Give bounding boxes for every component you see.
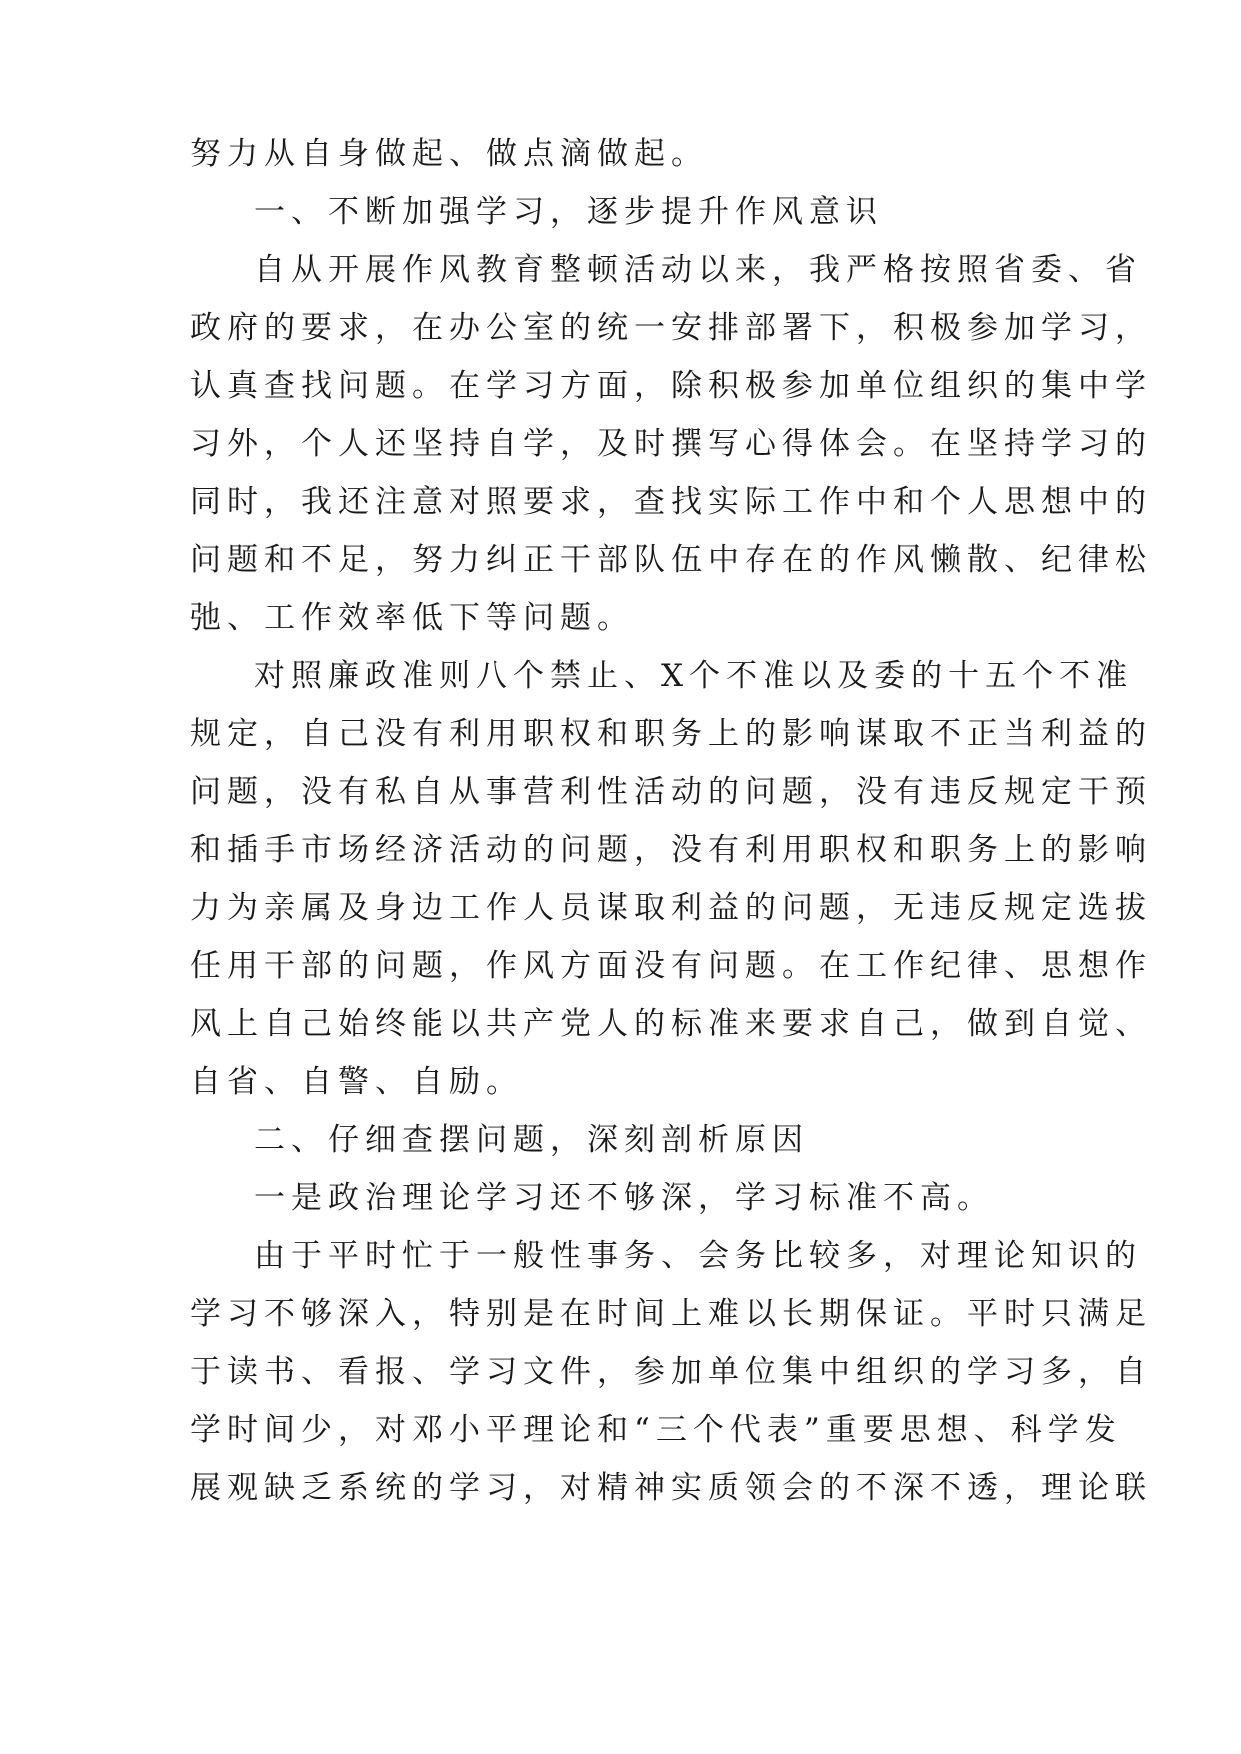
text-line: 问题和不足，努力纠正干部队伍中存在的作风懒散、纪律松 — [190, 542, 1152, 578]
text-line: 规定，自己没有利用职权和职务上的影响谋取不正当利益的 — [190, 716, 1152, 752]
text-line: 同时，我还注意对照要求，查找实际工作中和个人思想中的 — [190, 484, 1152, 520]
text-line: 学时间少，对邓小平理论和“三个代表”重要思想、科学发 — [190, 1412, 1122, 1448]
section-heading: 一、不断加强学习，逐步提升作风意识 — [254, 194, 883, 230]
text-line: 政府的要求，在办公室的统一安排部署下，积极参加学习， — [190, 310, 1152, 346]
text-line: 任用干部的问题，作风方面没有问题。在工作纪律、思想作 — [190, 948, 1152, 984]
text-line: 问题，没有私自从事营利性活动的问题，没有违反规定干预 — [190, 774, 1152, 810]
text-line: 学习不够深入，特别是在时间上难以长期保证。平时只满足 — [190, 1296, 1152, 1332]
text-line: 风上自己始终能以共产党人的标准来要求自己，做到自觉、 — [190, 1006, 1152, 1042]
text-line: 努力从自身做起、做点滴做起。 — [190, 136, 708, 172]
text-line: 自从开展作风教育整顿活动以来，我严格按照省委、省 — [254, 252, 1142, 288]
section-heading: 二、仔细查摆问题，深刻剖析原因 — [254, 1122, 809, 1158]
text-line: 展观缺乏系统的学习，对精神实质领会的不深不透，理论联 — [190, 1470, 1152, 1506]
text-line: 由于平时忙于一般性事务、会务比较多，对理论知识的 — [254, 1238, 1142, 1274]
text-line: 自省、自警、自励。 — [190, 1064, 523, 1100]
text-line: 认真查找问题。在学习方面，除积极参加单位组织的集中学 — [190, 368, 1152, 404]
text-line: 弛、工作效率低下等问题。 — [190, 600, 634, 636]
text-line: 习外，个人还坚持自学，及时撰写心得体会。在坚持学习的 — [190, 426, 1152, 462]
text-line: 力为亲属及身边工作人员谋取利益的问题，无违反规定选拔 — [190, 890, 1152, 926]
text-line: 和插手市场经济活动的问题，没有利用职权和职务上的影响 — [190, 832, 1152, 868]
text-line: 对照廉政准则八个禁止、X个不准以及委的十五个不准 — [254, 658, 1134, 694]
text-line: 于读书、看报、学习文件，参加单位集中组织的学习多，自 — [190, 1354, 1152, 1390]
sub-heading: 一是政治理论学习还不够深，学习标准不高。 — [254, 1180, 994, 1216]
